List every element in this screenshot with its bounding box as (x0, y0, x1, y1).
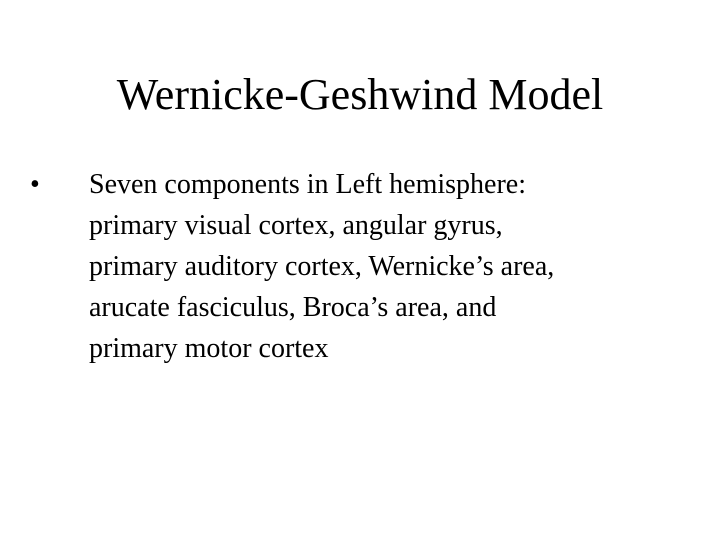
bullet-list (30, 164, 690, 369)
bullet-line: Seven components in Left hemisphere: (89, 169, 526, 200)
bullet-item (30, 164, 690, 369)
bullet-line: arucate fasciculus, Broca’s area, and (89, 292, 497, 323)
slide-title: Wernicke-Geshwind Model (116, 70, 604, 119)
bullet-line: primary motor cortex (89, 333, 329, 364)
bullet-marker: • (30, 169, 40, 200)
bullet-text (89, 164, 690, 369)
bullet-line: primary auditory cortex, Wernicke’s area, (89, 251, 555, 282)
bullet-line: primary visual cortex, angular gyrus, (89, 210, 503, 241)
